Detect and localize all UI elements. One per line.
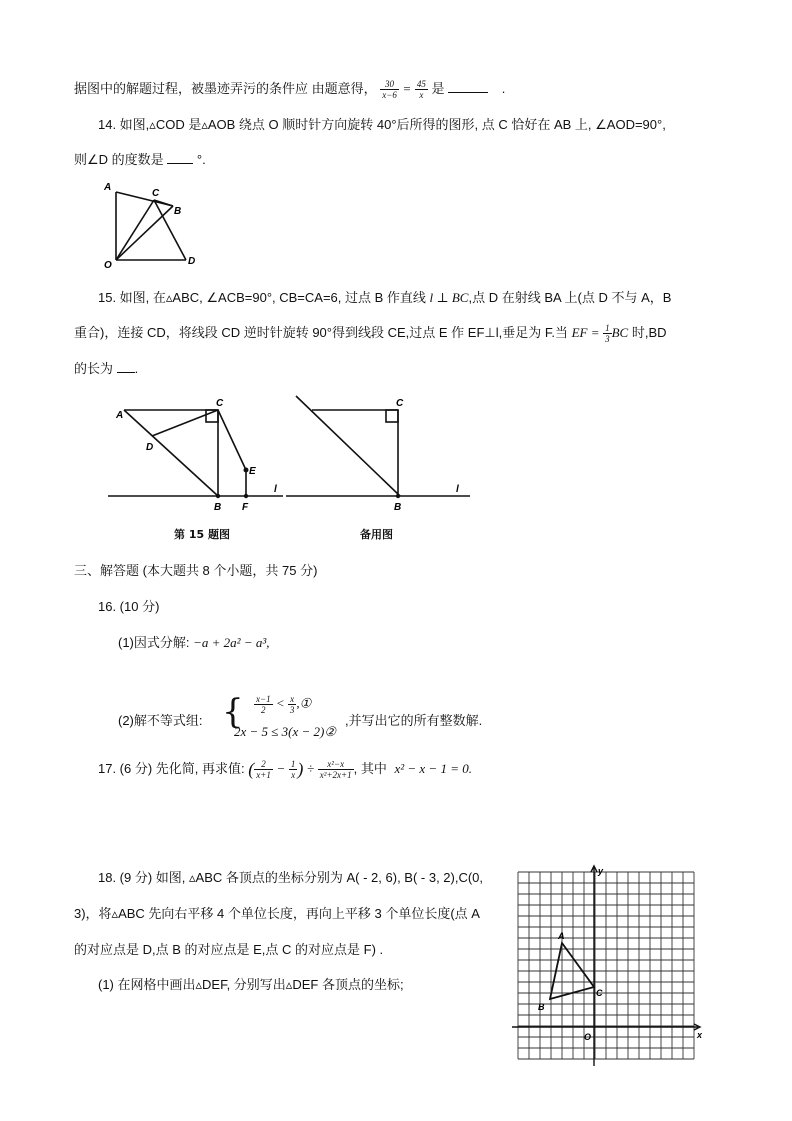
q17-line: 17. (6 分) 先化简, 再求值: ( $\frac{2}{x+1}$ − $\frac{1}{x}$ ) ÷ $\frac{\text{x²−x}}{\text{x²+2x+1}}$ , 其中 x² − x − 1 = 0. bbox=[98, 759, 472, 781]
frac-den: x+1 bbox=[256, 770, 271, 781]
frac-den: x bbox=[291, 770, 296, 781]
q15-line3 bbox=[74, 358, 138, 377]
frac-den: 2 bbox=[261, 705, 266, 715]
q14-line2 bbox=[74, 149, 206, 168]
q18-line1: 18. (9 分) 如图, ▵ABC 各顶点的坐标分别为 A( - 2, 6), B( - 3, 2),C(0, bbox=[98, 870, 484, 885]
label-b: B bbox=[394, 502, 402, 513]
q16-part1 bbox=[118, 632, 270, 651]
q15-text3: 重合)，连接 CD，将线段 CD 逆时针旋转 90°得到线段 CE,过点 E 作 EF⊥l,垂足为 F.当 bbox=[74, 325, 568, 340]
q15-end: . bbox=[134, 361, 139, 376]
brace: { bbox=[222, 692, 244, 732]
op: − bbox=[276, 761, 286, 776]
section-heading: 三、解答题 (本大题共 8 个小题，共 75 分) bbox=[74, 563, 318, 578]
label-d: D bbox=[188, 256, 196, 267]
frac-num: x−1 bbox=[256, 694, 271, 704]
q18-part1: (1) 在网格中画出▵DEF, 分别写出▵DEF 各顶点的坐标; bbox=[98, 977, 404, 992]
label-o: O bbox=[104, 260, 112, 270]
label-b: B bbox=[174, 206, 182, 217]
frac-num: 1 bbox=[290, 759, 296, 770]
q15-text2: ,点 D 在射线 BA 上(点 D 不与 A，B bbox=[468, 290, 672, 305]
q13-tail-text: 据图中的解题过程，被墨迹弄污的条件应 由题意得， bbox=[74, 81, 377, 96]
label-l: l bbox=[456, 484, 459, 495]
q17-text: 17. (6 分) 先化简, 再求值: bbox=[98, 761, 245, 776]
q14-figure bbox=[98, 178, 208, 270]
label-a: A bbox=[116, 410, 124, 421]
ineq-tail: ,① bbox=[296, 695, 312, 711]
label-d: D bbox=[146, 442, 154, 453]
frac-num: x bbox=[288, 694, 297, 705]
q17-condition: x² − x − 1 = 0. bbox=[394, 761, 472, 776]
q13-end: . bbox=[501, 81, 506, 96]
label-c: C bbox=[216, 398, 224, 409]
q16-part2-label: (2)解不等式组: bbox=[118, 713, 203, 728]
label-e: E bbox=[249, 466, 256, 477]
frac-num: 30 bbox=[380, 79, 399, 90]
q15-math2: BC bbox=[611, 325, 629, 340]
fig15-backup-caption: 备用图 bbox=[360, 528, 393, 541]
frac-den: 3 bbox=[289, 705, 295, 715]
q14-text: 则∠D 的度数是 bbox=[74, 152, 164, 167]
frac-num: 2 bbox=[254, 759, 273, 770]
answer-blank bbox=[117, 372, 135, 373]
frac-num: x²−x bbox=[318, 759, 354, 770]
q15-figures bbox=[100, 388, 480, 543]
fraction bbox=[415, 79, 428, 100]
frac-num: 1 bbox=[605, 323, 610, 334]
q15-text4: 时,BD bbox=[628, 325, 667, 340]
label-b: B bbox=[214, 502, 222, 513]
fraction bbox=[603, 323, 612, 344]
q18-grid-figure bbox=[508, 862, 708, 1068]
q18-line3: 的对应点是 D,点 B 的对应点是 E,点 C 的对应点是 F) . bbox=[74, 942, 384, 957]
frac-den: 3 bbox=[605, 334, 610, 345]
label-b: B bbox=[538, 1002, 545, 1012]
ineq2: 2x − 5 ≤ 3(x − 2)② bbox=[234, 724, 337, 739]
label-l: l bbox=[274, 484, 277, 495]
label-c: C bbox=[152, 188, 160, 199]
label-c: C bbox=[396, 398, 404, 409]
q18-line2: 3)，将▵ABC 先向右平移 4 个单位长度，再向上平移 3 个单位长度(点 A bbox=[74, 906, 480, 921]
answer-blank bbox=[167, 163, 193, 164]
q15-text: 15. 如图, 在▵ABC, ∠ACB=90°, CB=CA=6, 过点 B 作直线 bbox=[98, 290, 426, 305]
q17-where: , 其中 bbox=[353, 761, 387, 776]
q16-part2-end: ,并写出它的所有整数解. bbox=[345, 713, 483, 728]
label-c: C bbox=[596, 988, 603, 998]
q15-text5: 的长为 bbox=[74, 361, 114, 376]
q14-end: °. bbox=[196, 152, 206, 167]
answer-blank bbox=[448, 92, 488, 93]
q16-part1-expr: −a + 2a² − a³, bbox=[193, 635, 270, 650]
frac-den: x bbox=[419, 90, 424, 101]
frac-den: x−6 bbox=[382, 90, 397, 101]
op: ÷ bbox=[307, 761, 315, 776]
ineq1 bbox=[254, 694, 311, 715]
q14-line1: 14. 如图,▵COD 是▵AOB 绕点 O 顺时针方向旋转 40°后所得的图形, 点 C 恰好在 AB 上, ∠AOD=90°, bbox=[98, 117, 666, 132]
label-a: A bbox=[104, 182, 112, 193]
q13-suffix: 是 bbox=[431, 81, 445, 96]
label-o: O bbox=[584, 1032, 592, 1042]
fraction bbox=[380, 79, 399, 100]
ineq-op: < bbox=[275, 695, 285, 711]
frac-den: x²+2x+1 bbox=[319, 770, 352, 781]
label-x: x bbox=[697, 1030, 703, 1040]
label-f: F bbox=[242, 502, 249, 513]
q15-math: l ⊥ BC bbox=[429, 290, 469, 305]
q16-part1-label: (1)因式分解: bbox=[118, 635, 190, 650]
q13-tail-line: 据图中的解题过程，被墨迹弄污的条件应 由题意得， $\frac{30}{x-6}$ = $\frac{45}{x}$ 是 . bbox=[74, 79, 506, 101]
fig15-caption: 第 15 题图 bbox=[174, 528, 230, 541]
frac-num: 45 bbox=[416, 79, 426, 90]
q15-math1: EF = bbox=[571, 325, 600, 340]
q15-line1 bbox=[98, 287, 671, 306]
q15-line2 bbox=[74, 322, 667, 344]
label-a: A bbox=[558, 931, 565, 941]
q16-heading: 16. (10 分) bbox=[98, 599, 160, 614]
label-y: y bbox=[598, 866, 604, 876]
